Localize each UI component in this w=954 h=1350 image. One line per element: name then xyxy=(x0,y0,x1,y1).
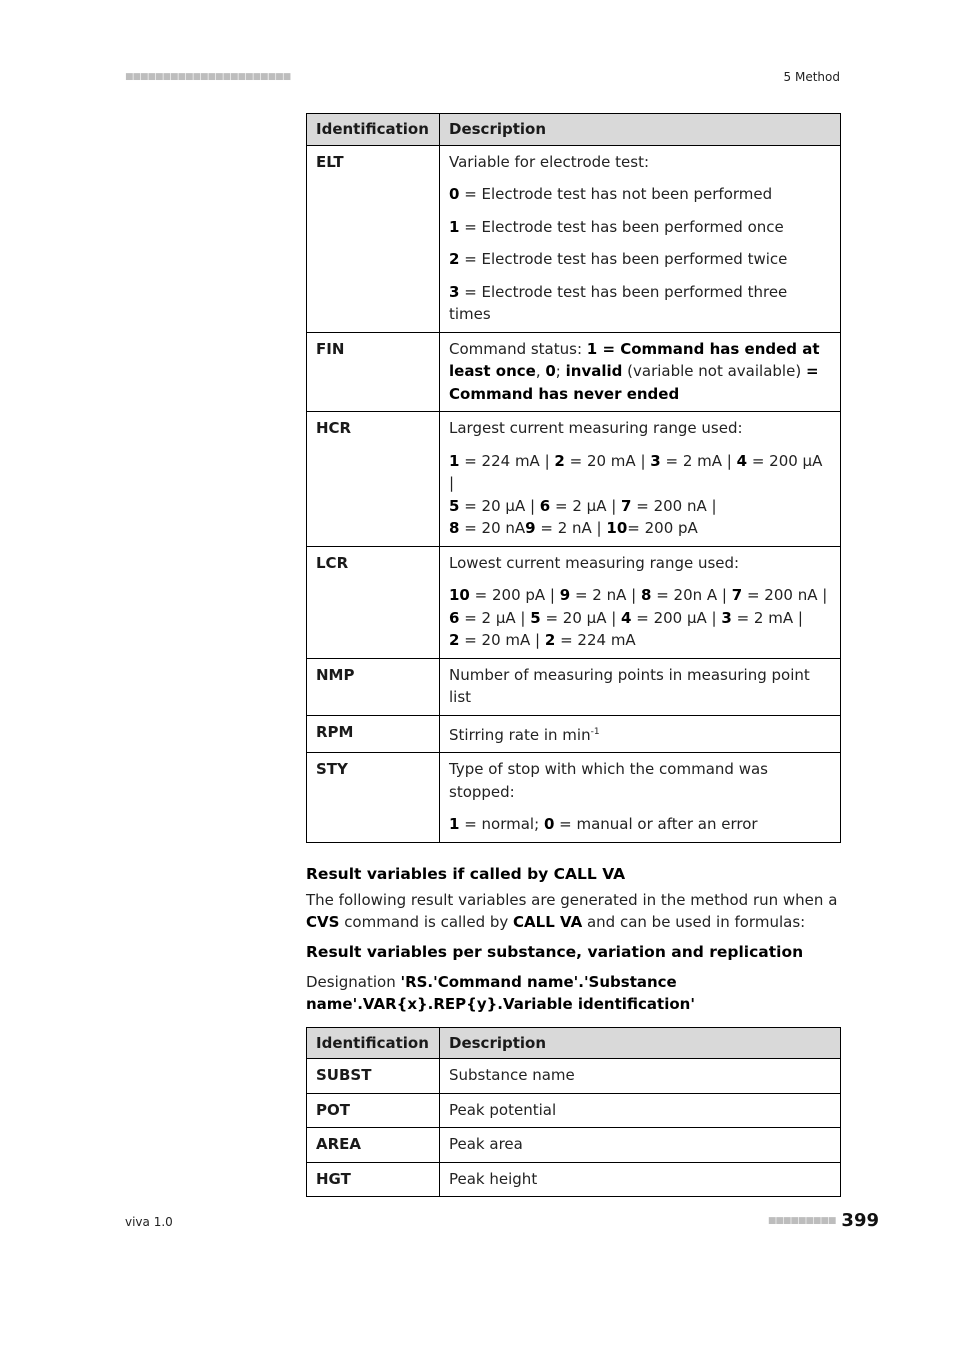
header-section-title: 5 Method xyxy=(783,70,840,84)
description-line: 2 = Electrode test has been performed twice xyxy=(449,250,788,268)
variable-id: POT xyxy=(307,1093,440,1128)
variables-table xyxy=(306,113,841,843)
table-header-row xyxy=(307,114,841,146)
variable-description: Peak height xyxy=(440,1162,841,1197)
description-line: Type of stop with which the command was stopped: xyxy=(449,760,768,801)
table-row-nmp xyxy=(307,658,841,715)
variable-id: HGT xyxy=(307,1162,440,1197)
variable-id: FIN xyxy=(307,332,440,412)
description-line: 1 = normal; 0 = manual or after an error xyxy=(449,815,758,833)
footer-product-name: viva 1.0 xyxy=(125,1215,173,1229)
description-line: 1 = Electrode test has been performed once xyxy=(449,217,784,236)
description-line: 1 = 224 mA | 2 = 20 mA | 3 = 2 mA | 4 = 200 µA | 5 = 20 µA | 6 = 2 µA | 7 = 200 nA | 8 = 20 nA9 = 2 nA | 10= 200 pA xyxy=(449,451,823,537)
variable-id: HCR xyxy=(307,412,440,547)
footer-decoration: ■■■■■■■■■ xyxy=(767,1215,836,1226)
variable-description: Number of measuring points in measuring point list xyxy=(440,658,841,715)
section-paragraph: The following result variables are generated in the method run when a CVS command is called by CALL VA and can be used in formulas: xyxy=(306,890,838,931)
description-line: 10 = 200 pA | 9 = 2 nA | 8 = 20n A | 7 = 200 nA | 6 = 2 µA | 5 = 20 µA | 4 = 200 µA | 3 = 2 mA | 2 = 20 mA | 2 = 224 mA xyxy=(449,586,828,649)
variable-description: Command status: 1 = Command has ended at least once, 0; invalid (variable not available) = Command has never ended xyxy=(440,332,841,412)
main-content xyxy=(306,113,841,1197)
description-line: Lowest current measuring range used: xyxy=(449,553,740,572)
table-row-hcr xyxy=(307,412,841,547)
table-row-lcr xyxy=(307,546,841,658)
column-header-identification: Identification xyxy=(307,114,440,146)
table-row-sty xyxy=(307,753,841,843)
table-row xyxy=(307,1059,841,1094)
substance-variables-table xyxy=(306,1027,841,1198)
header-decoration: ■■■■■■■■■■■■■■■■■■■■■■ xyxy=(125,72,291,82)
table-row xyxy=(307,1162,841,1197)
table-row-elt xyxy=(307,145,841,332)
variable-description xyxy=(440,753,841,843)
column-header-description: Description xyxy=(440,1027,841,1059)
variable-id: RPM xyxy=(307,715,440,753)
table-row-rpm xyxy=(307,715,841,753)
description-line: Variable for electrode test: xyxy=(449,152,650,171)
column-header-description: Description xyxy=(440,114,841,146)
table-header-row xyxy=(307,1027,841,1059)
description-line: 0 = Electrode test has not been performed xyxy=(449,185,773,203)
table-row-fin xyxy=(307,332,841,412)
variable-description xyxy=(440,412,841,547)
designation-line: Designation 'RS.'Command name'.'Substance name'.VAR{x}.REP{y}.Variable identification' xyxy=(306,972,695,1013)
variable-description: Substance name xyxy=(440,1059,841,1094)
variable-id: SUBST xyxy=(307,1059,440,1094)
section-title: Result variables if called by CALL VA xyxy=(306,864,626,883)
subsection-heading: Result variables per substance, variation and replication xyxy=(306,942,804,961)
variable-id: NMP xyxy=(307,658,440,715)
variable-id: LCR xyxy=(307,546,440,658)
variable-description: Stirring rate in $\min^{-1}$ xyxy=(440,715,841,753)
variable-id: ELT xyxy=(307,145,440,332)
variable-description xyxy=(440,546,841,658)
variable-id: STY xyxy=(307,753,440,843)
table-row xyxy=(307,1128,841,1163)
variable-id: AREA xyxy=(307,1128,440,1163)
column-header-identification: Identification xyxy=(307,1027,440,1059)
variable-description xyxy=(440,145,841,332)
footer-page-info xyxy=(768,1210,879,1231)
variable-description: Peak potential xyxy=(440,1093,841,1128)
description-line: 3 = Electrode test has been performed three times xyxy=(449,282,788,323)
variable-description: Peak area xyxy=(440,1128,841,1163)
description-line: Largest current measuring range used: xyxy=(449,419,743,437)
table-row xyxy=(307,1093,841,1128)
page-number: 399 xyxy=(841,1210,879,1231)
